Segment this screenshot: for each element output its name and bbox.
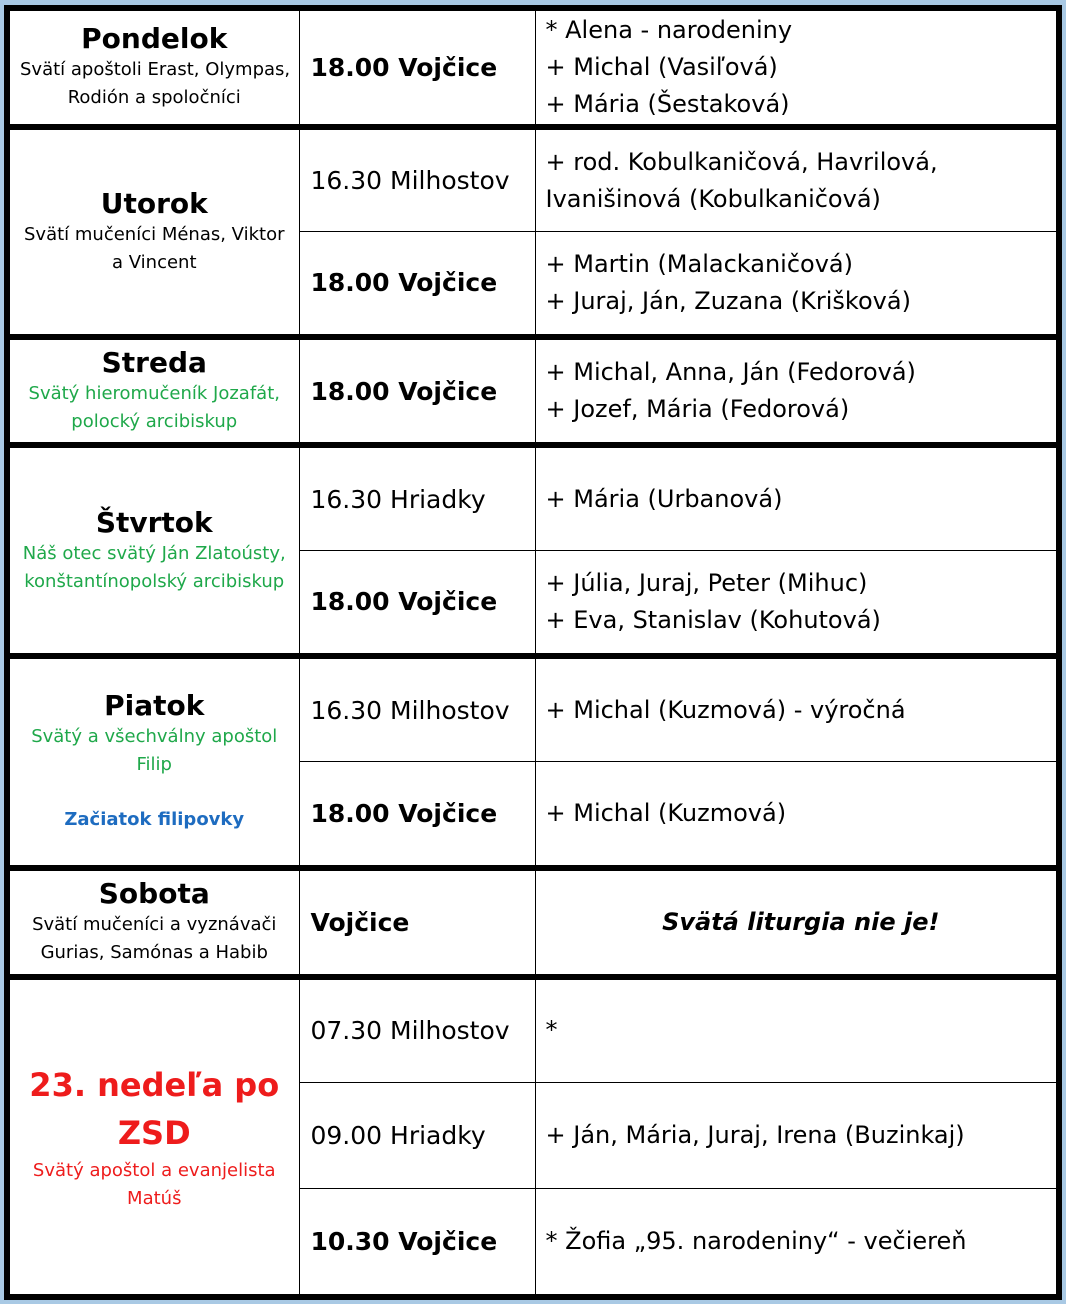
service-intentions <box>535 11 1056 127</box>
day-cell <box>10 445 299 656</box>
day-subtitle <box>14 221 295 277</box>
intention: + Júlia, Juraj, Peter (Mihuc) <box>545 568 868 597</box>
service-time: 09.00 Hriadky <box>299 1082 535 1188</box>
intention: * Alena - narodeniny <box>545 15 793 44</box>
service-intentions <box>535 337 1056 446</box>
day-cell <box>10 337 299 446</box>
service-intentions <box>535 656 1056 762</box>
intention: + Martin (Malackaničová) <box>545 249 853 278</box>
service-time: 18.00 Vojčice <box>299 762 535 868</box>
subtitle-line: Náš otec svätý Ján Zlatoústy, <box>22 542 286 564</box>
subtitle-line: Gurias, Samónas a Habib <box>40 942 268 964</box>
day-row-monday <box>10 11 1056 127</box>
day-name: Utorok <box>100 186 208 220</box>
intention: + Mária (Urbanová) <box>545 484 783 513</box>
service-intentions <box>535 762 1056 868</box>
service-time: 10.30 Vojčice <box>299 1188 535 1294</box>
intention: Ivanišinová (Kobulkaničová) <box>545 184 881 213</box>
subtitle-line: Matúš <box>127 1187 182 1209</box>
service-intentions <box>535 1082 1056 1188</box>
subtitle-line: Svätí mučeníci a vyznávači <box>32 914 277 936</box>
intention: * <box>545 1016 558 1045</box>
service-time: 18.00 Vojčice <box>299 337 535 446</box>
subtitle-line: Filip <box>136 754 172 776</box>
day-cell <box>10 977 299 1294</box>
day-subtitle <box>14 911 295 967</box>
subtitle-line: Svätí mučeníci Ménas, Viktor <box>23 223 285 245</box>
intention: + Mária (Šestaková) <box>545 89 790 118</box>
subtitle-line: Svätý apoštol a evanjelista <box>32 1159 276 1181</box>
intention: + Juraj, Ján, Zuzana (Krišková) <box>545 286 911 315</box>
day-name: Piatok <box>104 689 205 723</box>
day-subtitle <box>14 723 295 779</box>
day-name: Streda <box>101 346 207 379</box>
intention: + Michal (Kuzmová) - výročná <box>545 695 906 724</box>
day-subtitle <box>14 1157 295 1213</box>
service-time: 16.30 Milhostov <box>299 127 535 232</box>
service-time: 18.00 Vojčice <box>299 11 535 127</box>
intention: + Michal, Anna, Ján (Fedorová) <box>545 358 916 386</box>
service-time: 16.30 Hriadky <box>299 445 535 550</box>
subtitle-line: a Vincent <box>111 251 197 273</box>
day-cell <box>10 127 299 337</box>
service-time: Vojčice <box>299 868 535 977</box>
day-row-thursday <box>10 445 1056 550</box>
service-intentions <box>535 232 1056 337</box>
day-name: Sobota <box>98 877 210 911</box>
intention: + Eva, Stanislav (Kohutová) <box>545 605 881 634</box>
intention: * Žofia „95. narodeniny“ - večiereň <box>545 1226 967 1255</box>
subtitle-line: Rodión a spoločníci <box>67 87 241 109</box>
day-name: Pondelok <box>81 22 228 56</box>
day-name-line: 23. nedeľa po <box>29 1065 280 1104</box>
day-cell <box>10 11 299 127</box>
intention: + Michal (Vasiľová) <box>545 52 778 81</box>
subtitle-line: Svätí apoštoli Erast, Olympas, <box>20 59 291 81</box>
day-subtitle <box>14 56 295 112</box>
subtitle-line: Svätý hieromučeník Jozafát, <box>28 383 280 404</box>
schedule-frame <box>4 5 1062 1300</box>
day-subtitle <box>14 380 295 436</box>
day-name <box>14 1061 295 1157</box>
no-liturgy-note: Svätá liturgia nie je! <box>535 868 1056 977</box>
day-cell <box>10 656 299 868</box>
service-time: 18.00 Vojčice <box>299 550 535 656</box>
weekly-schedule-table <box>10 11 1056 1294</box>
day-row-sunday <box>10 977 1056 1083</box>
fast-note: Začiatok filipovky <box>64 809 245 831</box>
intention: + Jozef, Mária (Fedorová) <box>545 395 850 423</box>
day-name-line: ZSD <box>117 1113 191 1152</box>
subtitle-line: Svätý a všechválny apoštol <box>31 726 278 748</box>
service-intentions <box>535 977 1056 1083</box>
day-row-tuesday <box>10 127 1056 232</box>
subtitle-line: polocký arcibiskup <box>71 411 238 432</box>
day-cell <box>10 868 299 977</box>
subtitle-line: konštantínopolský arcibiskup <box>24 570 285 592</box>
service-time: 16.30 Milhostov <box>299 656 535 762</box>
day-row-wednesday <box>10 337 1056 446</box>
service-intentions <box>535 445 1056 550</box>
service-intentions <box>535 550 1056 656</box>
service-intentions <box>535 127 1056 232</box>
day-name: Štvrtok <box>95 505 213 539</box>
day-row-friday <box>10 656 1056 762</box>
day-row-saturday <box>10 868 1056 977</box>
day-subtitle <box>14 540 295 596</box>
service-time: 07.30 Milhostov <box>299 977 535 1083</box>
intention: + Michal (Kuzmová) <box>545 799 787 828</box>
service-intentions <box>535 1188 1056 1294</box>
intention: + Ján, Mária, Juraj, Irena (Buzinkaj) <box>545 1120 965 1149</box>
intention: + rod. Kobulkaničová, Havrilová, <box>545 147 938 176</box>
service-time: 18.00 Vojčice <box>299 232 535 337</box>
